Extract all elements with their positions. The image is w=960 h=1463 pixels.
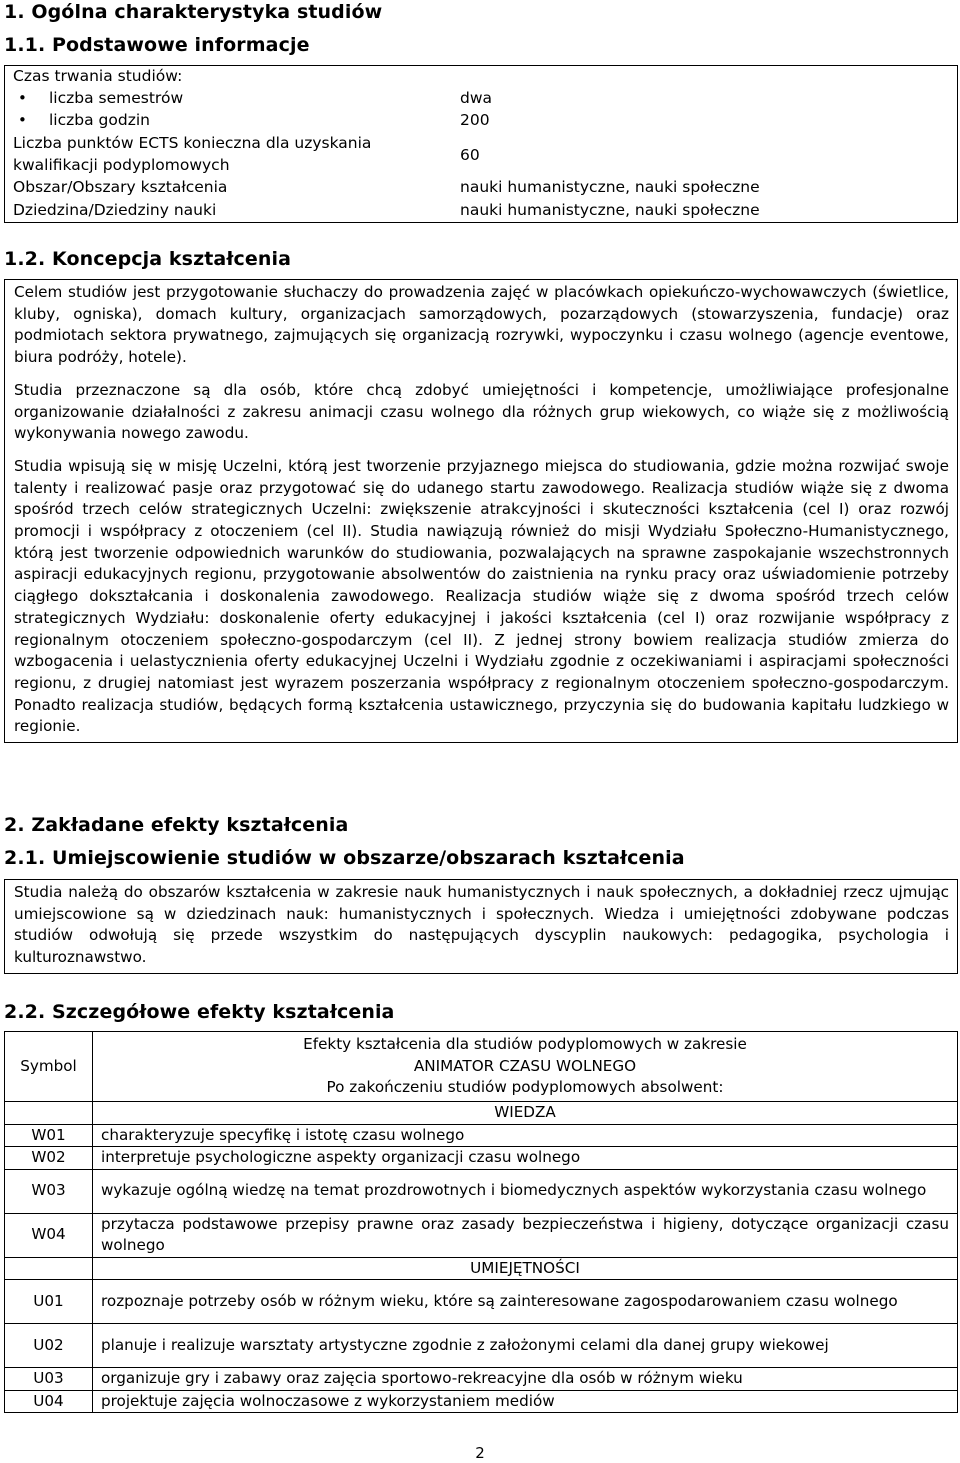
outcomes-header <box>93 1032 958 1102</box>
hours-label: liczba godzin <box>49 111 150 129</box>
outcome-description: wykazuje ogólną wiedzę na temat prozdrowotnych i biomedycznych aspektów wykorzystania czasu wolnego <box>93 1169 958 1213</box>
area-label: Obszar/Obszary kształcenia <box>13 178 228 196</box>
outcomes-header-line: Po zakończeniu studiów podyplomowych absolwent: <box>326 1078 724 1097</box>
outcome-description: interpretuje psychologiczne aspekty organizacji czasu wolnego <box>93 1147 958 1170</box>
learning-outcomes-table <box>4 1031 958 1413</box>
section-heading-2-1: 2.1. Umiejscowienie studiów w obszarze/obszarach kształcenia <box>4 847 685 869</box>
outcome-description: przytacza podstawowe przepisy prawne oraz zasady bezpieczeństwa i higieny, dotyczące organizacji czasu wolnego <box>93 1213 958 1257</box>
placement-box <box>4 879 958 974</box>
section-heading-1: 1. Ogólna charakterystyka studiów <box>4 1 383 23</box>
duration-label: Czas trwania studiów: <box>13 67 183 85</box>
outcome-description: planuje i realizuje warsztaty artystyczne zgodnie z założonymi celami dla danej grupy wiekowej <box>93 1324 958 1368</box>
outcome-symbol: W02 <box>5 1147 93 1170</box>
concept-box <box>4 279 958 743</box>
outcomes-header-line: Efekty kształcenia dla studiów podyplomowych w zakresie <box>303 1035 747 1054</box>
outcome-symbol: U03 <box>5 1368 93 1391</box>
outcome-description: projektuje zajęcia wolnoczasowe z wykorzystaniem mediów <box>93 1390 958 1413</box>
section-heading-1-1: 1.1. Podstawowe informacje <box>4 34 310 56</box>
symbol-header: Symbol <box>5 1032 93 1102</box>
outcome-symbol: U02 <box>5 1324 93 1368</box>
outcomes-header-line: ANIMATOR CZASU WOLNEGO <box>413 1056 637 1075</box>
ects-label-line-2: kwalifikacji podyplomowych <box>13 156 230 174</box>
outcome-description: rozpoznaje potrzeby osób w różnym wieku, które są zainteresowane zagospodarowaniem czasu wolnego <box>93 1280 958 1324</box>
semesters-label: liczba semestrów <box>49 89 184 107</box>
bullet-icon: • <box>18 89 27 107</box>
semesters-value: dwa <box>460 89 493 107</box>
skills-category: UMIEJĘTNOŚCI <box>93 1257 958 1280</box>
section-heading-1-2: 1.2. Koncepcja kształcenia <box>4 248 291 270</box>
outcome-description: charakteryzuje specyfikę i istotę czasu wolnego <box>93 1124 958 1147</box>
outcome-symbol: W04 <box>5 1213 93 1257</box>
outcome-symbol: W03 <box>5 1169 93 1213</box>
outcome-symbol: U01 <box>5 1280 93 1324</box>
bullet-icon: • <box>18 111 27 129</box>
outcome-symbol: U04 <box>5 1390 93 1413</box>
ects-label-line-1: Liczba punktów ECTS konieczna dla uzyskania <box>13 134 372 152</box>
section-heading-2-2: 2.2. Szczegółowe efekty kształcenia <box>4 1001 395 1023</box>
placement-paragraph: Studia należą do obszarów kształcenia w zakresie nauk humanistycznych i nauk społecznych, a dokładniej rzecz ujmując umiejscowione są w dziedzinach nauk: humanistycznych i społecznych. Wiedza i umiejętności zdobywane podczas studiów odwołują się przede wszystkim do następujących dyscyplin naukowych: pedagogika, psychologia i kulturoznawstwo. <box>14 883 949 967</box>
area-value: nauki humanistyczne, nauki społeczne <box>460 178 760 196</box>
section-heading-2: 2. Zakładane efekty kształcenia <box>4 814 349 836</box>
field-value: nauki humanistyczne, nauki społeczne <box>460 201 760 219</box>
hours-value: 200 <box>460 111 490 129</box>
concept-paragraph: Studia wpisują się w misję Uczelni, którą jest tworzenie przyjaznego miejsca do studiowania, gdzie można rozwijać swoje talenty i realizować pasje oraz przygotować się do udanego startu zawodowego. Realizacja studiów wiąże się z dwoma spośród trzech celów strategicznych Uczelni: zwiększenie atrakcyjności i skuteczności kształcenia (cel I) oraz rozwój promocji i współpracy z otoczeniem (cel II). Studia nawiązują również do misji Wydziału Społeczno-Humanistycznego, którą jest tworzenie odpowiednich warunków do studiowania, pozwalających na sprawne zaspokajanie wszechstronnych aspiracji edukacyjnych regionu, przygotowanie absolwentów do zaistnienia na rynku pracy oraz uświadomienie potrzeby ciągłego dokształcania i doskonalenia zawodowego. Realizacja studiów wiąże się z dwoma spośród trzech celów strategicznych Wydziału: doskonalenie oferty edukacyjnej i jakości kształcenia (cel I) oraz rozwijanie współpracy z regionalnym otoczeniem społeczno-gospodarczym (cel II). Z jednej strony bowiem realizacja studiów zmierza do wzbogacenia i uelastycznienia oferty edukacyjnej Uczelni i Wydziału zgodnie z oczekiwaniami i aspiracjami społeczności regionu, z drugiej natomiast jest wyrazem poszerzania współpracy z regionalnym otoczeniem społeczno-gospodarczym. Ponadto realizacja studiów, będących formą kształcenia ustawicznego, przyczynia się do budowania kapitału ludzkiego w regionie. <box>14 456 949 736</box>
outcome-description: organizuje gry i zabawy oraz zajęcia sportowo-rekreacyjne dla osób w różnym wieku <box>93 1368 958 1391</box>
basic-info-table <box>4 65 958 223</box>
concept-paragraph: Celem studiów jest przygotowanie słuchaczy do prowadzenia zajęć w placówkach opiekuńczo-wychowawczych (świetlice, kluby, ogniska), domach kultury, organizacjach samorządowych, pozarządowych (stowarzyszenia, fundacje) oraz podmiotach sektora prywatnego, zajmujących się organizacją rozrywki, wypoczynku i czasu wolnego (agencje eventowe, biura podróży, hotele). <box>14 283 949 367</box>
outcome-symbol: W01 <box>5 1124 93 1147</box>
concept-paragraph: Studia przeznaczone są dla osób, które chcą zdobyć umiejętności i kompetencje, umożliwiające profesjonalne organizowanie działalności z zakresu animacji czasu wolnego dla różnych grup wiekowych, co wiąże się z możliwością wykonywania nowego zawodu. <box>14 380 949 443</box>
page-number: 2 <box>475 1444 485 1462</box>
ects-value: 60 <box>460 146 480 164</box>
field-label: Dziedzina/Dziedziny nauki <box>13 201 217 219</box>
knowledge-category: WIEDZA <box>93 1102 958 1125</box>
